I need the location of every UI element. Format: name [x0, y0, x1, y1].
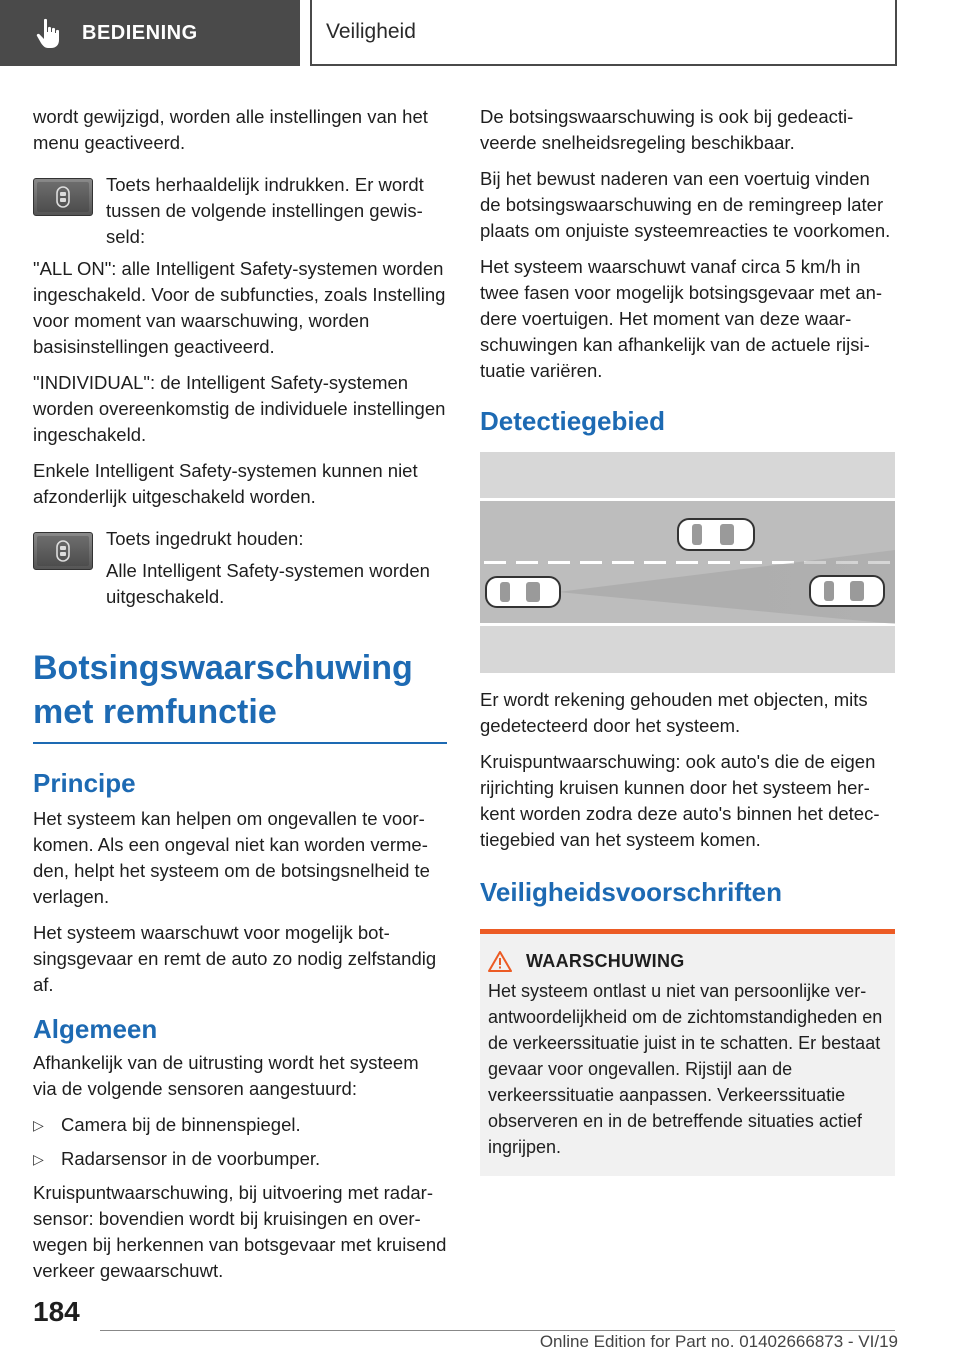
safety-button-icon — [33, 532, 93, 570]
paragraph: wordt gewijzigd, worden alle instellingen van het menu geactiveerd. — [33, 106, 428, 153]
paragraph: Het systeem waarschuwt voor mogelijk botsingsgevaar en remt de auto zo nodig zelfstandig af. — [33, 922, 437, 995]
warning-triangle-icon — [488, 950, 512, 972]
footer-edition: Online Edition for Part no. 01402666873 - VI/19 — [539, 1332, 898, 1351]
button-instruction-1 — [33, 172, 447, 250]
subheading-principe: Principe — [33, 768, 136, 798]
list-item: ▷ Camera bij de binnenspiegel. — [33, 1112, 447, 1138]
vehicle-in-lane-icon — [810, 576, 884, 606]
paragraph: Kruispuntwaarschuwing: ook auto's die de eigen rijrichting kruisen kunnen door het systeem herkent worden zodra deze auto's binnen het detectiegebied van het systeem komen. — [480, 751, 880, 850]
hand-pointer-icon — [32, 16, 66, 50]
chapter-title: Veiligheid — [326, 20, 416, 43]
warning-box — [480, 929, 895, 1176]
button-instruction-2 — [33, 526, 447, 610]
paragraph: De botsingswaarschuwing is ook bij gedeactiveerde snelheidsregeling beschikbaar. — [480, 106, 854, 153]
page-number: 184 — [33, 1296, 80, 1327]
subheading-detectie: Detectiegebied — [480, 406, 665, 436]
paragraph: Het systeem waarschuwt vanaf circa 5 km/h in twee fasen voor mogelijk botsingsgevaar met andere voertuigen. Het moment van deze waarschuwingen kan afhankelijk van de actuele rijsituatie variëren. — [480, 256, 883, 381]
subheading-algemeen: Algemeen — [33, 1014, 158, 1044]
list-item: ▷ Radarsensor in de voorbumper. — [33, 1146, 447, 1172]
warning-text: Het systeem ontlast u niet van persoonlijke verantwoordelijkheid om de zichtomstandigheden en de verkeerssituatie juist in te schatten. Er bestaat gevaar voor ongevallen. Rijstijl aan de verkeerssituatie aanpassen. Verkeerssituatie observeren en in de betreffende situaties actief ingrijpen. — [488, 981, 883, 1157]
left-column — [33, 104, 447, 1294]
paragraph: "ALL ON": alle Intelligent Safety-systemen worden ingeschakeld. Voor de subfuncties, zoals Instelling voor moment van waarschuwing, worden basisinstellingen geactiveerd. — [33, 258, 446, 357]
warning-header — [488, 950, 885, 972]
own-car-icon — [486, 577, 560, 607]
paragraph: "INDIVIDUAL": de Intelligent Safety-systemen worden overeenkomstig de individuele instellingen ingeschakeld. — [33, 372, 446, 445]
paragraph: Kruispuntwaarschuwing, bij uitvoering met radarsensor: bovendien wordt bij kruisingen en overwegen bij herkennen van botsgevaar met kruisend verkeer gewaarschuwt. — [33, 1182, 447, 1281]
section-heading: Botsingswaarschuwing met remfunctie — [33, 646, 447, 744]
paragraph: Alle Intelligent Safety-systemen worden uitgeschakeld. — [106, 560, 430, 607]
triangle-bullet-icon: ▷ — [33, 1151, 44, 1167]
section-title: BEDIENING — [82, 21, 198, 44]
paragraph: Bij het bewust naderen van een voertuig vinden de botsingswaarschuwing en de remingreep later plaats om onjuiste systeemreacties te voorkomen. — [480, 168, 891, 241]
paragraph: Er wordt rekening gehouden met objecten, mits gedetecteerd door het systeem. — [480, 689, 868, 736]
sensor-list — [33, 1112, 447, 1172]
right-column — [480, 104, 895, 1176]
paragraph: Afhankelijk van de uitrusting wordt het systeem via de volgende sensoren aangestuurd: — [33, 1052, 419, 1099]
triangle-bullet-icon: ▷ — [33, 1117, 44, 1133]
paragraph: Het systeem kan helpen om ongevallen te voorkomen. Als een ongeval niet kan worden vermeden, helpt het systeem om de botsingsnelheid te verlagen. — [33, 808, 430, 907]
road-diagram — [480, 452, 895, 673]
paragraph: Enkele Intelligent Safety-systemen kunnen niet afzonderlijk uitgeschakeld worden. — [33, 460, 418, 507]
chapter-tab — [310, 0, 897, 66]
warning-title: WAARSCHUWING — [526, 950, 685, 971]
section-tab — [0, 0, 300, 66]
safety-button-icon — [33, 178, 93, 216]
paragraph: Toets ingedrukt houden: — [106, 528, 304, 549]
footer-divider — [100, 1330, 895, 1331]
paragraph: Toets herhaaldelijk indrukken. Er wordt tussen de volgende instellingen gewisseld: — [106, 174, 424, 247]
vehicle-ahead-icon — [678, 519, 754, 550]
subheading-veiligheid: Veiligheidsvoorschriften — [480, 877, 782, 907]
detection-area-illustration — [480, 452, 895, 673]
